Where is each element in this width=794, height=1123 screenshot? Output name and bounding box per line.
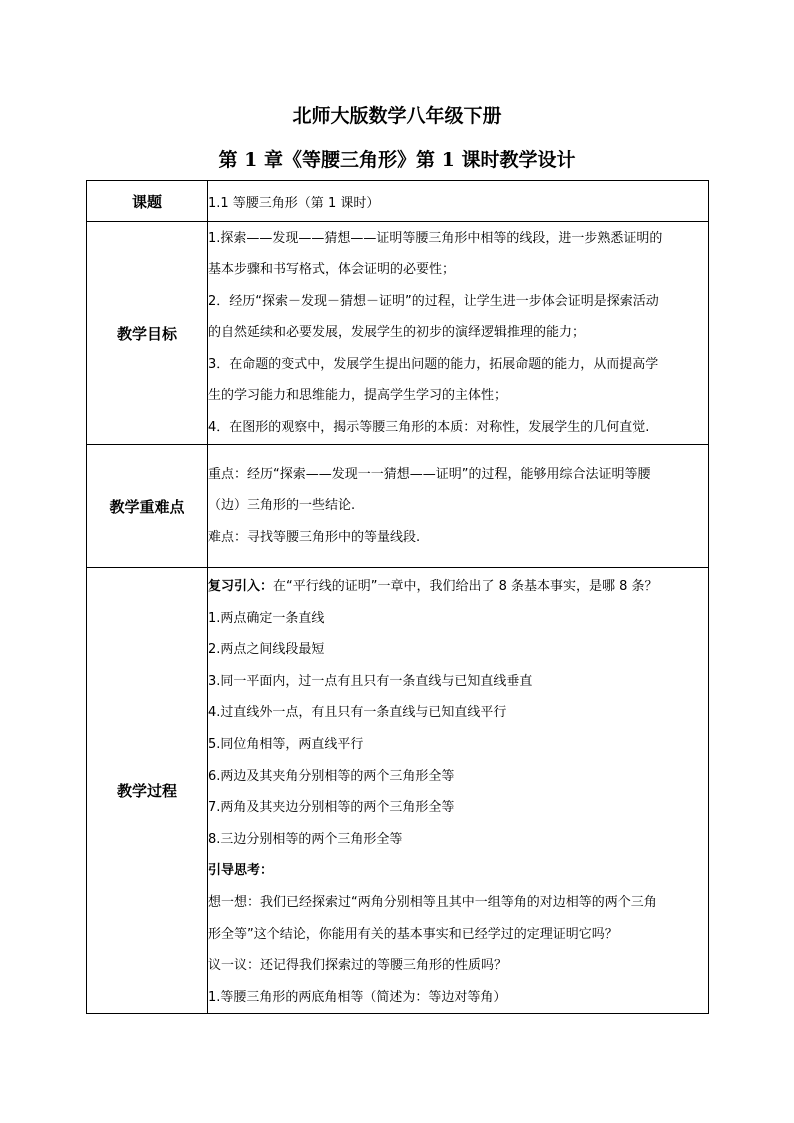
lesson-plan-table	[86, 180, 709, 1014]
fact-item: 7.两角及其夹边分别相等的两个三角形全等	[208, 800, 455, 816]
guide-heading: 引导思考：	[208, 863, 274, 879]
goals-content	[208, 222, 709, 445]
fact-item: 8.三边分别相等的两个三角形全等	[208, 831, 403, 847]
key-points-line: 难点：寻找等腰三角形中的等量线段.	[208, 529, 421, 545]
fact-item: 3.同一平面内，过一点有且只有一条直线与已知直线垂直	[208, 673, 533, 689]
think-line: 议一议：还记得我们探索过的等腰三角形的性质吗？	[208, 958, 508, 974]
topic-label: 课题	[87, 181, 208, 222]
document-title: 北师大版数学八年级下册	[292, 105, 502, 127]
think-line: 想一想：我们已经探索过“两角分别相等且其中一组等角的对边相等的两个三角	[208, 894, 657, 910]
table-row-process	[87, 568, 709, 1014]
key-points-line: （边）三角形的一些结论.	[208, 498, 356, 514]
think-line: 1.等腰三角形的两底角相等（简述为：等边对等角）	[208, 989, 507, 1005]
fact-item: 5.同位角相等，两直线平行	[208, 736, 364, 752]
review-intro	[208, 571, 708, 603]
review-text: 在“平行线的证明”一章中，我们给出了 8 条基本事实，是哪 8 条？	[273, 579, 658, 594]
think-line: 形全等”这个结论，你能用有关的基本事实和已经学过的定理证明它吗？	[208, 926, 618, 942]
key-points-line: 重点：经历“探索——发现一一猜想——证明”的过程，能够用综合法证明等腰	[208, 466, 651, 482]
key-points-content	[208, 445, 709, 568]
goals-line: 1.探索——发现——猜想——证明等腰三角形中相等的线段，进一步熟悉证明的	[208, 230, 663, 246]
topic-value: 1.1 等腰三角形（第 1 课时）	[208, 181, 709, 222]
fact-item: 6.两边及其夹角分别相等的两个三角形全等	[208, 768, 455, 784]
goals-line: 生的学习能力和思维能力，提高学生学习的主体性；	[208, 388, 508, 404]
goals-label: 教学目标	[87, 222, 208, 445]
table-row-key-points	[87, 445, 709, 568]
key-points-label: 教学重难点	[87, 445, 208, 568]
table-row-topic	[87, 181, 709, 222]
fact-item: 1.两点确定一条直线	[208, 610, 325, 626]
process-label: 教学过程	[87, 568, 208, 1014]
fact-item: 4.过直线外一点，有且只有一条直线与已知直线平行	[208, 705, 507, 721]
document-subtitle: 第 1 章《等腰三角形》第 1 课时教学设计	[218, 149, 576, 171]
goals-line: 3．在命题的变式中，发展学生提出问题的能力，拓展命题的能力，从而提高学	[208, 356, 659, 372]
goals-line: 的自然延续和必要发展，发展学生的初步的演绎逻辑推理的能力；	[208, 325, 586, 341]
process-content	[208, 568, 709, 1014]
fact-item: 2.两点之间线段最短	[208, 642, 325, 658]
goals-line: 2．经历“探索－发现－猜想－证明”的过程，让学生进一步体会证明是探索活动	[208, 293, 659, 309]
table-row-goals	[87, 222, 709, 445]
goals-line: 基本步骤和书写格式，体会证明的必要性；	[208, 262, 456, 278]
review-lead: 复习引入：	[208, 579, 274, 594]
goals-line: 4．在图形的观察中，揭示等腰三角形的本质：对称性，发展学生的几何直觉.	[208, 419, 650, 435]
